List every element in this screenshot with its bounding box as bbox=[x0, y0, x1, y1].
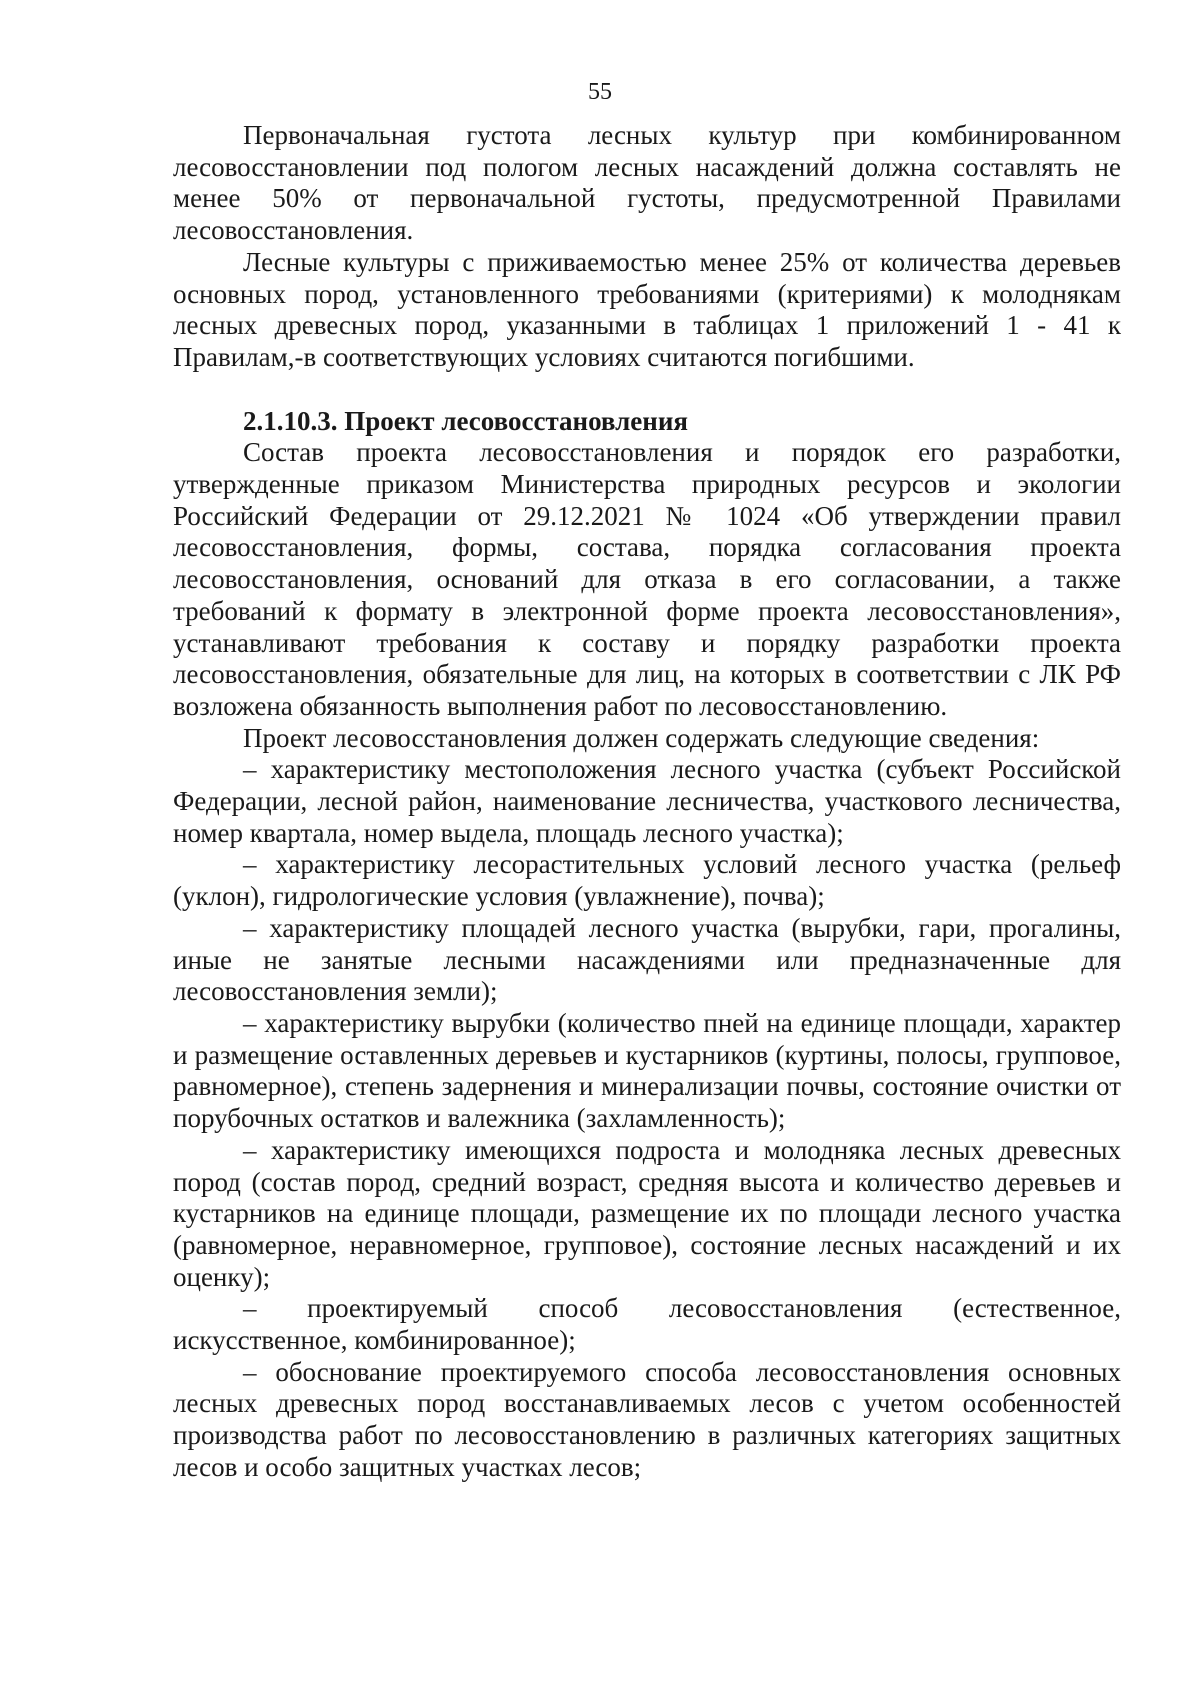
list-item: – проектируемый способ лесовосстановления (естественное, искусственное, комбинированное); bbox=[173, 1293, 1121, 1356]
list-item: – обоснование проектируемого способа лесовосстановления основных лесных древесных пород восстанавливаемых лесов с учетом особенностей производства работ по лесовосстановлению в различных категориях защитных лесов и особо защитных участках лесов; bbox=[173, 1356, 1121, 1482]
list-item: – характеристику вырубки (количество пней на единице площади, характер и размещение оставленных деревьев и кустарников (куртины, полосы, групповое, равномерное), степень задернения и минерализации почвы, состояние очистки от порубочных остатков и валежника (захламленность); bbox=[173, 1007, 1121, 1134]
list-item: – характеристику лесорастительных условий лесного участка (рельеф (уклон), гидрологические условия (увлажнение), почва); bbox=[173, 849, 1121, 912]
paragraph: Состав проекта лесовосстановления и порядок его разработки, утвержденные приказом Министерства природных ресурсов и экологии Российский Федерации от 29.12.2021 № 1024 «Об утверждении правил лесовосстановления, формы, состава, порядка согласования проекта лесовосстановления, оснований для отказа в его согласовании, а также требований к формату в электронной форме проекта лесовосстановления», устанавливают требования к составу и порядку разработки проекта лесовосстановления, обязательные для лиц, на которых в соответствии с ЛК РФ возложена обязанность выполнения работ по лесовосстановлению. bbox=[173, 437, 1121, 721]
list-item: – характеристику имеющихся подроста и молодняка лесных древесных пород (состав пород, средний возраст, средняя высота и количество деревьев и кустарников на единице площади, размещение их по площади лесного участка (равномерное, неравномерное, групповое), состояние лесных насаждений и их оценку); bbox=[173, 1134, 1121, 1292]
list-item: – характеристику местоположения лесного участка (субъект Российской Федерации, лесной район, наименование лесничества, участкового лесничества, номер квартала, номер выдела, площадь лесного участка); bbox=[173, 754, 1121, 848]
page-number: 55 bbox=[588, 79, 612, 105]
section-heading: 2.1.10.3. Проект лесовосстановления bbox=[243, 405, 689, 436]
paragraph: Первоначальная густота лесных культур при комбинированном лесовосстановлении под пологом лесных насаждений должна составлять не менее 50% от первоначальной густоты, предусмотренной Правилами лесовосстановления. bbox=[173, 120, 1121, 246]
paragraph: Лесные культуры с приживаемостью менее 25% от количества деревьев основных пород, установленного требованиями (критериями) к молоднякам лесных древесных пород, указанными в таблицах 1 приложений 1 - 41 к Правилам,-в соответствующих условиях считаются погибшими. bbox=[173, 246, 1121, 372]
document-body bbox=[173, 120, 1121, 1484]
section-spacer bbox=[173, 374, 1121, 406]
list-item: – характеристику площадей лесного участка (вырубки, гари, прогалины, иные не занятые лесными насаждениями или предназначенные для лесовосстановления земли); bbox=[173, 912, 1121, 1007]
paragraph: Проект лесовосстановления должен содержать следующие сведения: bbox=[243, 722, 1040, 753]
